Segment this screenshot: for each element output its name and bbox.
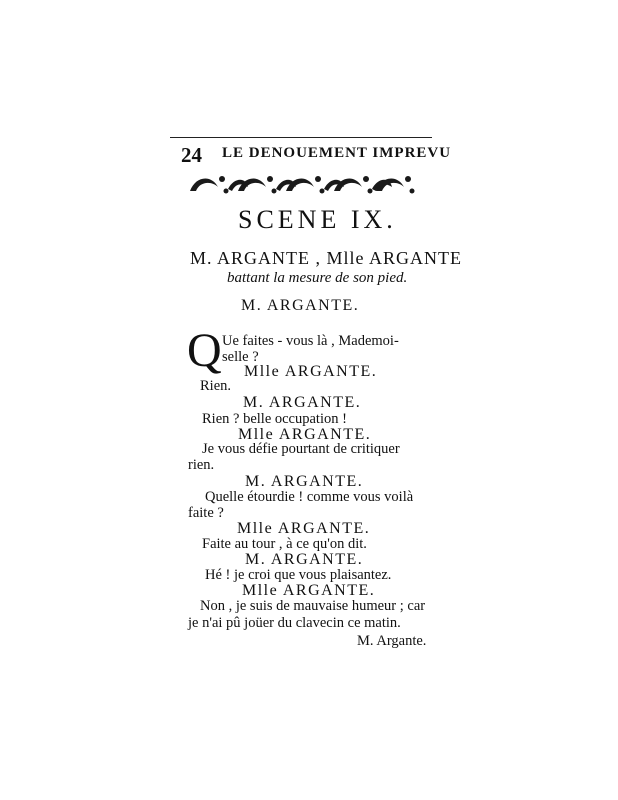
speaker-heading: M. ARGANTE. <box>245 473 364 490</box>
dialogue-line: selle ? <box>222 349 259 365</box>
stage-direction: battant la mesure de son pied. <box>227 270 408 286</box>
dialogue-line: rien. <box>188 457 215 473</box>
speaker-heading: Mlle ARGANTE. <box>244 363 378 380</box>
speaker-heading: M. ARGANTE. <box>245 551 364 568</box>
dialogue-line: Rien ? belle occupation ! <box>202 411 347 427</box>
catchword: M. Argante. <box>357 633 427 649</box>
dialogue-line: Je vous défie pourtant de critiquer <box>202 441 400 457</box>
scene-title: SCENE IX. <box>238 205 397 234</box>
speaker-heading: M. ARGANTE. <box>241 297 360 314</box>
header-rule <box>170 137 432 138</box>
floral-ornament-icon <box>186 169 426 199</box>
dialogue-line: Faite au tour , à ce qu'on dit. <box>202 536 367 552</box>
dialogue-line: Non , je suis de mauvaise humeur ; car <box>200 598 426 614</box>
drop-cap: Q <box>187 324 222 377</box>
running-title: LE DENOUEMENT IMPREVU <box>222 145 452 161</box>
dialogue-line: Quelle étourdie ! comme vous voilà <box>205 489 414 505</box>
speaker-heading: Mlle ARGANTE. <box>242 582 376 599</box>
dialogue-line: Hé ! je croi que vous plaisantez. <box>205 567 392 583</box>
dialogue-line: Rien. <box>200 378 232 394</box>
speaker-heading: M. ARGANTE. <box>243 394 362 411</box>
page-number: 24 <box>181 143 202 167</box>
speaker-heading: Mlle ARGANTE. <box>237 520 371 537</box>
dialogue-line: je n'ai pû joüer du clavecin ce matin. <box>188 615 401 631</box>
dialogue-line: faite ? <box>188 505 224 521</box>
cast-list: M. ARGANTE , Mlle ARGANTE <box>190 248 462 268</box>
speaker-heading: Mlle ARGANTE. <box>238 426 372 443</box>
dialogue-line: Ue faites - vous là , Mademoi- <box>222 333 399 349</box>
